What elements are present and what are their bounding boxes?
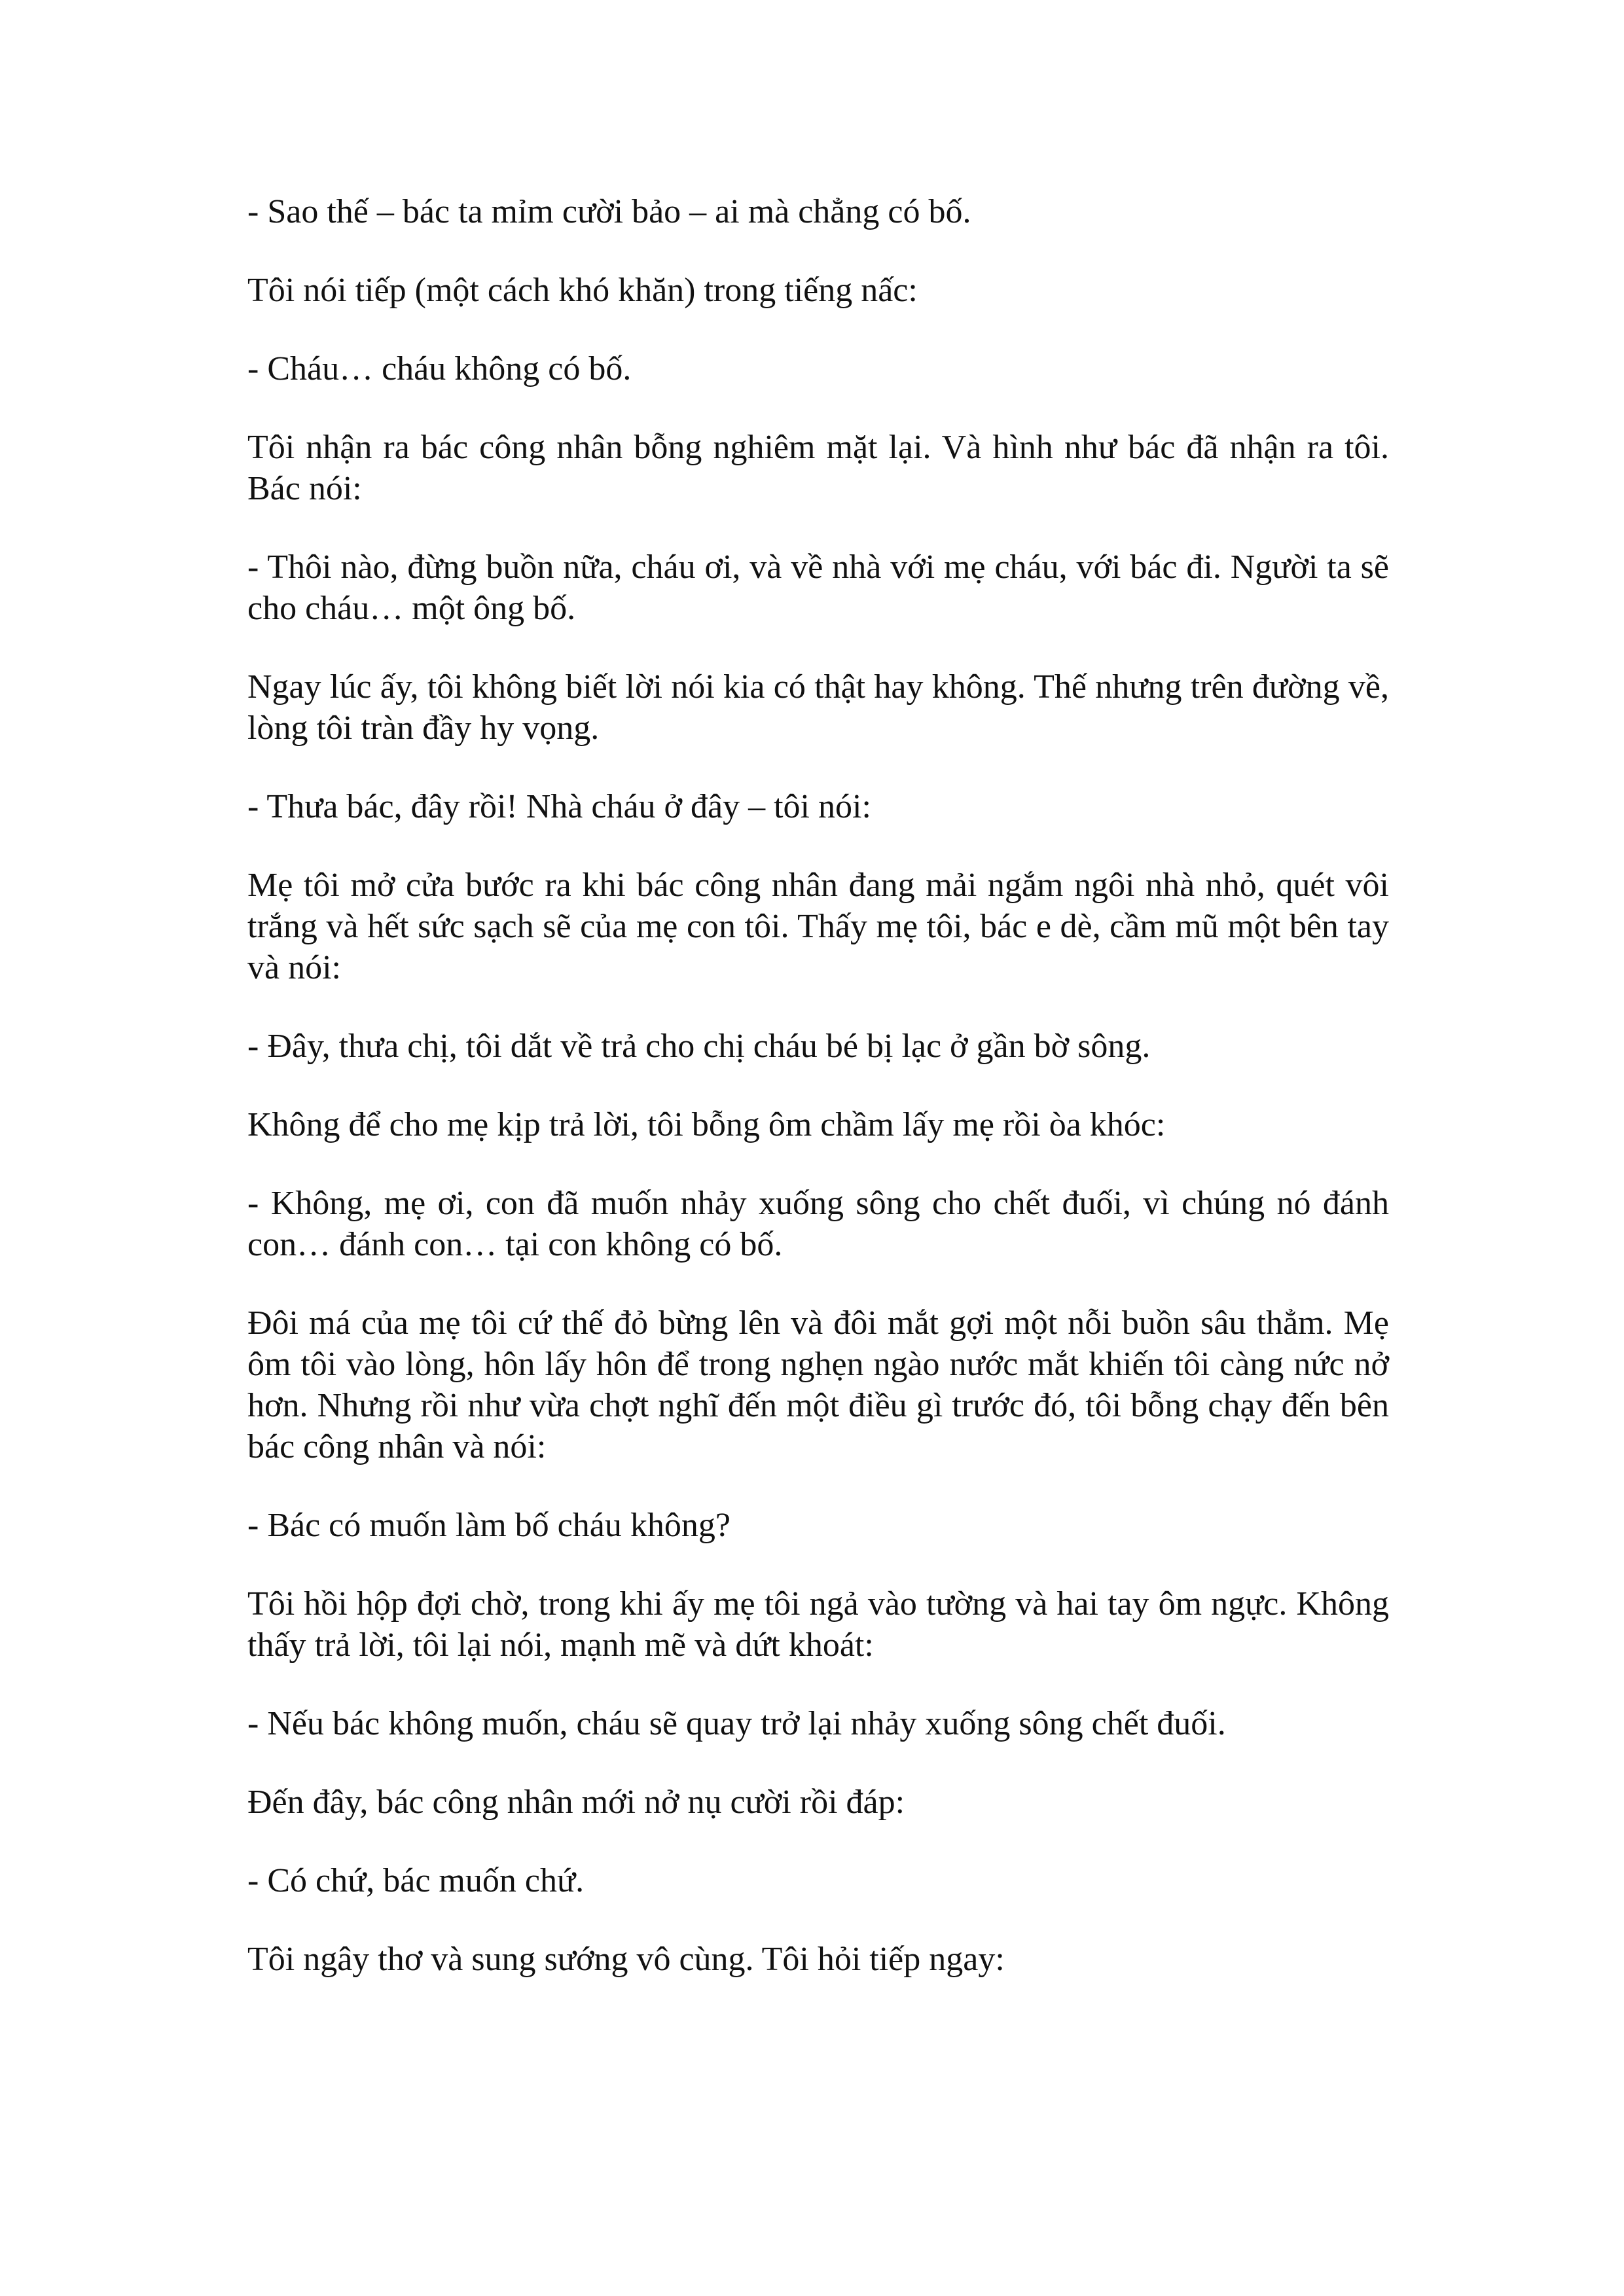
paragraph: - Thưa bác, đây rồi! Nhà cháu ở đây – tôi nói: [247, 788, 871, 825]
paragraph: Tôi nói tiếp (một cách khó khăn) trong tiếng nấc: [247, 272, 918, 309]
paragraph: Mẹ tôi mở cửa bước ra khi bác công nhân đang mải ngắm ngôi nhà nhỏ, quét vôi trắng và hết sức sạch sẽ của mẹ con tôi. Thấy mẹ tôi, bác e dè, cầm mũ một bên tay và nói: [247, 867, 1389, 986]
paragraph: - Bác có muốn làm bố cháu không? [247, 1507, 731, 1544]
document-page [247, 191, 1389, 2017]
paragraph: Ngay lúc ấy, tôi không biết lời nói kia có thật hay không. Thế nhưng trên đường về, lòng tôi tràn đầy hy vọng. [247, 668, 1389, 747]
paragraph: Tôi ngây thơ và sung sướng vô cùng. Tôi hỏi tiếp ngay: [247, 1941, 1005, 1978]
paragraph: Tôi nhận ra bác công nhân bỗng nghiêm mặt lại. Và hình như bác đã nhận ra tôi. Bác nói: [247, 429, 1389, 507]
paragraph: - Có chứ, bác muốn chứ. [247, 1862, 585, 1899]
paragraph: Không để cho mẹ kịp trả lời, tôi bỗng ôm chầm lấy mẹ rồi òa khóc: [247, 1106, 1166, 1143]
paragraph: Đôi má của mẹ tôi cứ thế đỏ bừng lên và đôi mắt gợi một nỗi buồn sâu thẳm. Mẹ ôm tôi vào lòng, hôn lấy hôn để trong nghẹn ngào nước mắt khiến tôi càng nức nở hơn. Nhưng rồi như vừa chợt nghĩ đến một điều gì trước đó, tôi bỗng chạy đến bên bác công nhân và nói: [247, 1304, 1389, 1465]
paragraph: - Nếu bác không muốn, cháu sẽ quay trở lại nhảy xuống sông chết đuối. [247, 1705, 1226, 1742]
paragraph: - Sao thế – bác ta mỉm cười bảo – ai mà chẳng có bố. [247, 193, 971, 230]
paragraph: - Cháu… cháu không có bố. [247, 350, 632, 387]
paragraph: - Không, mẹ ơi, con đã muốn nhảy xuống sông cho chết đuối, vì chúng nó đánh con… đánh con… tại con không có bố. [247, 1185, 1389, 1263]
paragraph: Tôi hồi hộp đợi chờ, trong khi ấy mẹ tôi ngả vào tường và hai tay ôm ngực. Không thấy trả lời, tôi lại nói, mạnh mẽ và dứt khoát: [247, 1585, 1389, 1664]
paragraph: - Thôi nào, đừng buồn nữa, cháu ơi, và về nhà với mẹ cháu, với bác đi. Người ta sẽ cho cháu… một ông bố. [247, 548, 1389, 627]
paragraph: Đến đây, bác công nhân mới nở nụ cười rồi đáp: [247, 1784, 905, 1821]
paragraph: - Đây, thưa chị, tôi dắt về trả cho chị cháu bé bị lạc ở gần bờ sông. [247, 1028, 1151, 1065]
